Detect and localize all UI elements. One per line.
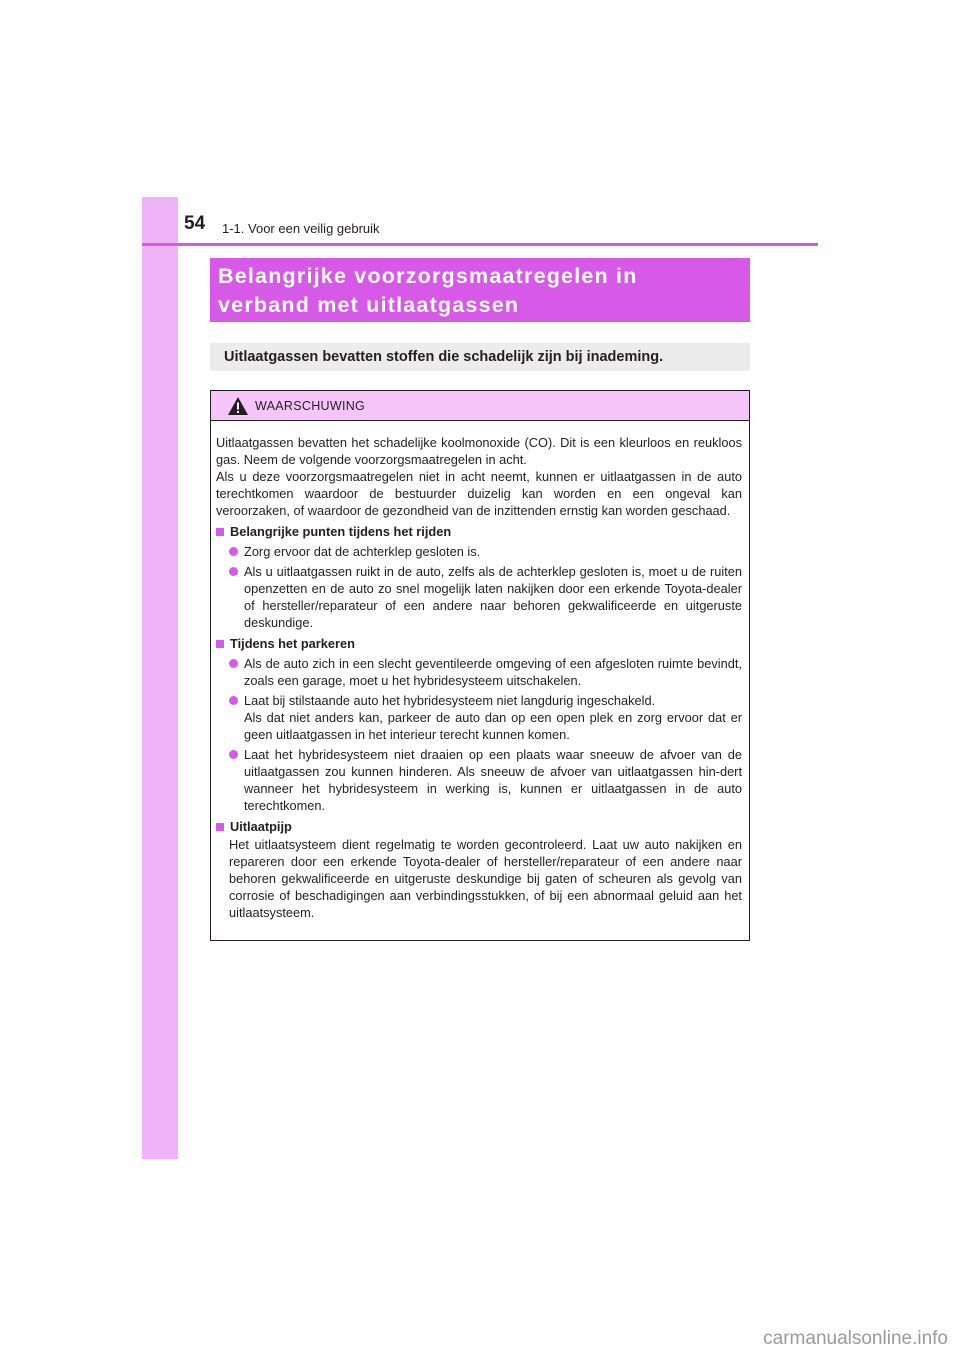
chapter-sidebar-tab (142, 197, 178, 1159)
header-rule (142, 243, 818, 246)
list-item-text (244, 746, 742, 814)
list-item-text (244, 543, 742, 560)
list-item (216, 692, 742, 743)
warning-body (211, 421, 749, 921)
circle-bullet-icon (229, 567, 238, 576)
warning-box (210, 390, 750, 941)
list-item-line: Als u uitlaatgassen ruikt in de auto, zelfs als de achterklep gesloten is, moet u de ruiten openzetten en de auto zo snel mogelijk laten nakijken door een erkende Toyota-dealer of hersteller/reparateur of een andere naar behoren gekwalificeerde en uitgeruste deskundige. (244, 564, 742, 630)
section-title: Uitlaatpijp (230, 819, 292, 834)
warning-paragraph-2: Als u deze voorzorgsmaatregelen niet in acht neemt, kunnen er uitlaatgassen in de auto terechtkomen waardoor de bestuurder duizelig kan worden en een ongeval kan veroorzaken, of waardoor de gezondheid van de inzittenden ernstig kan worden geschaad. (216, 469, 742, 518)
warning-triangle-icon (227, 396, 249, 416)
list-item-line: Laat bij stilstaande auto het hybridesysteem niet langdurig ingeschakeld. (244, 693, 656, 708)
intro-summary: Uitlaatgassen bevatten stoffen die schadelijk zijn bij inademing. (210, 343, 750, 371)
list-item-text (244, 692, 742, 743)
section-title: Tijdens het parkeren (230, 636, 355, 651)
warning-paragraph-1: Uitlaatgassen bevatten het schadelijke koolmonoxide (CO). Dit is een kleurloos en reukloos gas. Neem de volgende voorzorgsmaatregelen in acht. (216, 435, 742, 467)
list-item-line: Als de auto zich in een slecht geventileerde omgeving of een afgesloten ruimte bevindt, zoals een garage, moet u het hybridesysteem uitschakelen. (244, 656, 742, 688)
warning-label: WAARSCHUWING (255, 399, 366, 413)
warning-header (211, 391, 749, 421)
section-reference: 1-1. Voor een veilig gebruik (222, 221, 380, 236)
section-heading (216, 635, 742, 652)
square-bullet-icon (216, 528, 224, 536)
list-item-line: Laat het hybridesysteem niet draaien op een plaats waar sneeuw de afvoer van de uitlaatgassen zou kunnen hinderen. Als sneeuw de afvoer van uitlaatgassen hin-dert wanneer het hybridesysteem in werking is, kunnen er uitlaatgassen in de auto terechtkomen. (244, 747, 742, 813)
section-heading (216, 818, 742, 835)
page-number: 54 (184, 213, 206, 234)
list-item (216, 746, 742, 814)
title-line-1: Belangrijke voorzorgsmaatregelen in (218, 264, 638, 288)
list-item (216, 655, 742, 689)
list-item-text (244, 655, 742, 689)
list-item-line: Zorg ervoor dat de achterklep gesloten is. (244, 544, 481, 559)
circle-bullet-icon (229, 547, 238, 556)
circle-bullet-icon (229, 696, 238, 705)
warning-paragraph (216, 434, 742, 519)
section-body: Het uitlaatsysteem dient regelmatig te worden gecontroleerd. Laat uw auto nakijken en repareren door een erkende Toyota-dealer of hersteller/reparateur of een andere naar behoren gekwalificeerde en uitgeruste deskundige bij gaten of scheuren als gevolg van corrosie of beschadigingen aan verbindingsstukken, of bij een abnormaal geluid aan het uitlaatsysteem. (229, 837, 742, 920)
page-title (210, 258, 750, 322)
title-line-2: verband met uitlaatgassen (218, 293, 520, 317)
square-bullet-icon (216, 640, 224, 648)
section-heading (216, 523, 742, 540)
watermark: carmanualsonline.info (763, 1328, 948, 1349)
circle-bullet-icon (229, 659, 238, 668)
square-bullet-icon (216, 823, 224, 831)
circle-bullet-icon (229, 750, 238, 759)
list-item-text (244, 563, 742, 631)
section-title: Belangrijke punten tijdens het rijden (230, 524, 452, 539)
list-item-line: Als dat niet anders kan, parkeer de auto dan op een open plek en zorg ervoor dat er geen uitlaatgassen in het interieur terecht kunnen komen. (244, 710, 742, 742)
list-item (216, 543, 742, 560)
list-item (216, 563, 742, 631)
